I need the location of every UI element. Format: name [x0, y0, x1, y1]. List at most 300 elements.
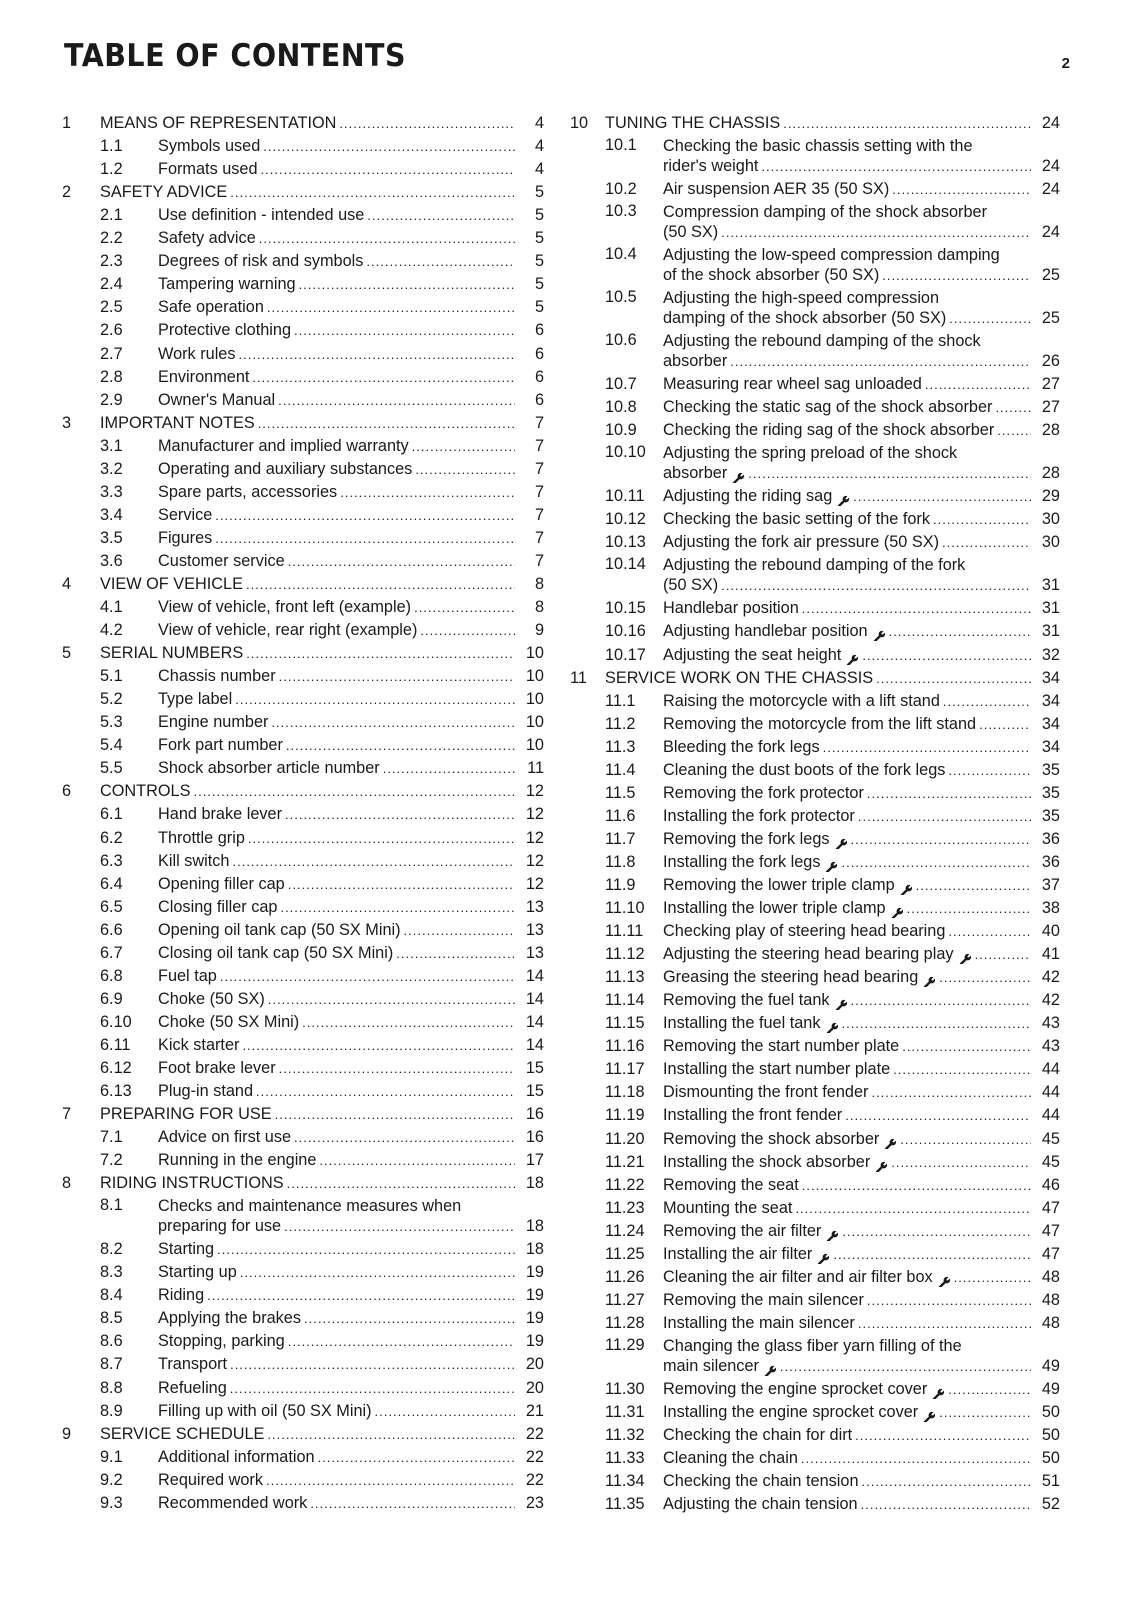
toc-section-row[interactable]	[570, 1333, 1060, 1376]
toc-entry-number: 11.23	[605, 1198, 645, 1217]
toc-section-row[interactable]	[58, 1124, 544, 1147]
dot-leader	[842, 1223, 1031, 1241]
toc-entry-title: Removing the fuel tank	[663, 991, 830, 1010]
toc-entry-page: 34	[1041, 737, 1060, 756]
toc-entry-number: 11.11	[605, 922, 644, 941]
toc-entry-title: Customer service	[158, 551, 285, 570]
toc-entry-number: 11.21	[605, 1152, 645, 1171]
toc-entry-number: 5.5	[100, 759, 123, 778]
toc-section-row[interactable]	[570, 1287, 1060, 1310]
dot-leader	[867, 785, 1031, 803]
dot-leader	[404, 922, 515, 940]
toc-entry-title: Checking the chain tension	[663, 1472, 859, 1491]
toc-entry-title-continued: absorber	[663, 464, 728, 483]
toc-section-row[interactable]	[58, 986, 544, 1009]
toc-section-row[interactable]	[570, 826, 1060, 849]
toc-section-row[interactable]	[570, 328, 1060, 371]
toc-section-row[interactable]	[570, 1102, 1060, 1125]
toc-section-row[interactable]	[570, 803, 1060, 826]
toc-entry-number: 7.2	[100, 1151, 123, 1170]
dot-leader	[948, 762, 1031, 780]
toc-section-row[interactable]	[58, 755, 544, 778]
toc-entry-page: 35	[1041, 806, 1060, 825]
toc-entry-title: Throttle grip	[158, 828, 245, 847]
toc-section-row[interactable]	[58, 1374, 544, 1397]
dot-leader	[979, 716, 1031, 734]
toc-chapter-row[interactable]	[570, 110, 1060, 133]
toc-entry-number: 8.1	[100, 1196, 123, 1215]
toc-entry-page: 8	[534, 598, 544, 617]
toc-chapter-row[interactable]	[58, 410, 544, 433]
toc-entry-page: 4	[534, 160, 544, 179]
toc-entry-title: Adjusting the low-speed compression damping	[663, 246, 1000, 265]
toc-chapter-row[interactable]	[58, 1101, 544, 1124]
toc-entry-page: 47	[1041, 1221, 1060, 1240]
toc-section-row[interactable]	[58, 1009, 544, 1032]
toc-entry-page: 24	[1041, 114, 1060, 133]
toc-section-row[interactable]	[58, 732, 544, 755]
toc-section-row[interactable]	[58, 940, 544, 963]
toc-entry-number: 5.4	[100, 736, 123, 755]
toc-section-row[interactable]	[570, 1033, 1060, 1056]
toc-section-row[interactable]	[58, 502, 544, 525]
dot-leader	[256, 1083, 515, 1101]
toc-entry-number: 10.3	[605, 202, 637, 221]
dot-leader	[232, 853, 515, 871]
toc-section-row[interactable]	[570, 199, 1060, 242]
toc-section-row[interactable]	[570, 1056, 1060, 1079]
toc-chapter-row[interactable]	[58, 1170, 544, 1193]
toc-section-row[interactable]	[58, 479, 544, 502]
toc-entry-title: Measuring rear wheel sag unloaded	[663, 375, 922, 394]
toc-section-row[interactable]	[570, 1172, 1060, 1195]
toc-entry-number: 10.6	[605, 331, 637, 350]
toc-section-row[interactable]	[570, 440, 1060, 483]
toc-chapter-row[interactable]	[58, 1421, 544, 1444]
toc-section-row[interactable]	[58, 456, 544, 479]
toc-entry-page: 9	[534, 621, 544, 640]
dot-leader	[823, 739, 1031, 757]
toc-section-row[interactable]	[570, 394, 1060, 417]
toc-section-row[interactable]	[570, 1491, 1060, 1514]
toc-section-row[interactable]	[58, 225, 544, 248]
toc-section-row[interactable]	[570, 242, 1060, 285]
toc-entry-number: 11.12	[605, 945, 645, 964]
toc-section-row[interactable]	[58, 525, 544, 548]
toc-section-row[interactable]	[570, 618, 1060, 641]
toc-entry-page: 44	[1041, 1060, 1060, 1079]
toc-entry-page: 34	[1041, 714, 1060, 733]
dot-leader	[892, 181, 1031, 199]
toc-entry-number: 8.3	[100, 1263, 123, 1282]
toc-section-row[interactable]	[570, 688, 1060, 711]
toc-entry-title: Fork part number	[158, 736, 283, 755]
toc-entry-number: 7.1	[100, 1128, 123, 1147]
toc-section-row[interactable]	[570, 285, 1060, 328]
toc-section-row[interactable]	[570, 1422, 1060, 1445]
toc-entry-title-continued: main silencer	[663, 1356, 759, 1375]
toc-entry-number: 10.9	[605, 421, 637, 440]
toc-entry-page: 5	[534, 229, 544, 248]
toc-section-row[interactable]	[58, 894, 544, 917]
page-title: TABLE OF CONTENTS	[64, 38, 406, 74]
toc-section-row[interactable]	[570, 872, 1060, 895]
toc-chapter-row[interactable]	[58, 640, 544, 663]
dot-leader	[259, 230, 515, 248]
toc-section-row[interactable]	[570, 941, 1060, 964]
toc-entry-number: 11.31	[605, 1402, 645, 1421]
toc-entry-title: Starting	[158, 1240, 215, 1259]
toc-entry-page: 10	[525, 690, 544, 709]
toc-entry-page: 13	[525, 897, 544, 916]
dot-leader	[862, 1473, 1031, 1491]
toc-entry-title-continued: (50 SX)	[663, 223, 719, 242]
toc-section-row[interactable]	[58, 364, 544, 387]
dot-leader	[294, 322, 515, 340]
toc-section-row[interactable]	[58, 202, 544, 225]
toc-entry-title: Mounting the seat	[663, 1198, 793, 1217]
toc-entry-number: 8.6	[100, 1332, 123, 1351]
toc-entry-page: 19	[525, 1332, 544, 1351]
toc-entry-page: 19	[525, 1309, 544, 1328]
toc-section-row[interactable]	[570, 595, 1060, 618]
dot-leader	[997, 422, 1031, 440]
toc-section-row[interactable]	[58, 294, 544, 317]
toc-entry-page: 18	[525, 1217, 544, 1236]
toc-section-row[interactable]	[58, 1444, 544, 1467]
toc-entry-title: Adjusting the spring preload of the shock	[663, 444, 958, 463]
toc-entry-title: Removing the start number plate	[663, 1037, 900, 1056]
toc-section-row[interactable]	[570, 1310, 1060, 1333]
toc-section-row[interactable]	[58, 317, 544, 340]
toc-entry-number: 11.24	[605, 1221, 645, 1240]
toc-entry-number: 10.11	[605, 487, 645, 506]
toc-entry-number: 11.29	[605, 1335, 645, 1354]
toc-entry-title: Checking play of steering head bearing	[663, 922, 946, 941]
toc-section-row[interactable]	[58, 1328, 544, 1351]
toc-section-row[interactable]	[58, 1467, 544, 1490]
toc-section-row[interactable]	[58, 1398, 544, 1421]
dot-leader	[939, 1404, 1031, 1422]
toc-section-row[interactable]	[570, 1264, 1060, 1287]
toc-section-row[interactable]	[570, 176, 1060, 199]
toc-entry-number: 5.3	[100, 713, 123, 732]
toc-entry-title: Adjusting the fork air pressure (50 SX)	[663, 533, 940, 552]
toc-section-row[interactable]	[570, 552, 1060, 595]
toc-entry-title: Opening filler cap	[158, 874, 285, 893]
toc-section-row[interactable]	[58, 1078, 544, 1101]
toc-section-row[interactable]	[570, 529, 1060, 552]
toc-section-row[interactable]	[58, 433, 544, 456]
toc-entry-number: 10.17	[605, 645, 646, 664]
toc-chapter-row[interactable]	[58, 778, 544, 801]
toc-entry-title: Raising the motorcycle with a lift stand	[663, 691, 940, 710]
dot-leader	[302, 1014, 515, 1032]
toc-section-row[interactable]	[570, 987, 1060, 1010]
toc-entry-number: 11.15	[605, 1014, 645, 1033]
toc-section-row[interactable]	[570, 1218, 1060, 1241]
toc-entry-title: Fuel tap	[158, 966, 217, 985]
toc-entry-page: 50	[1041, 1402, 1060, 1421]
toc-entry-number: 8.2	[100, 1240, 123, 1259]
toc-entry-number: 11.27	[605, 1290, 645, 1309]
toc-chapter-row[interactable]	[570, 665, 1060, 688]
toc-entry-title: Degrees of risk and symbols	[158, 252, 364, 271]
toc-entry-title: Checking the basic chassis setting with the	[663, 137, 973, 156]
toc-entry-title: Removing the seat	[663, 1175, 799, 1194]
toc-entry-number: 3.3	[100, 482, 123, 501]
dot-leader	[795, 1200, 1031, 1218]
toc-entry-page: 22	[525, 1424, 544, 1443]
toc-entry-number: 11.18	[605, 1083, 645, 1102]
dot-leader	[288, 553, 515, 571]
toc-entry-number: 6.10	[100, 1012, 132, 1031]
dot-leader	[252, 369, 515, 387]
toc-section-row[interactable]	[58, 871, 544, 894]
dot-leader	[802, 600, 1031, 618]
toc-section-row[interactable]	[570, 1079, 1060, 1102]
toc-entry-title: Spare parts, accessories	[158, 482, 338, 501]
toc-entry-title: Use definition - intended use	[158, 206, 365, 225]
toc-entry-title: View of vehicle, front left (example)	[158, 598, 412, 617]
toc-section-row[interactable]	[58, 1236, 544, 1259]
toc-entry-page: 36	[1041, 829, 1060, 848]
toc-section-row[interactable]	[570, 1468, 1060, 1491]
toc-entry-number: 11.1	[605, 691, 636, 710]
toc-section-row[interactable]	[570, 506, 1060, 529]
dot-leader	[933, 511, 1031, 529]
toc-entry-page: 43	[1041, 1014, 1060, 1033]
toc-section-row[interactable]	[58, 917, 544, 940]
dot-leader	[271, 714, 515, 732]
toc-section-row[interactable]	[58, 801, 544, 824]
toc-section-row[interactable]	[570, 849, 1060, 872]
toc-section-row[interactable]	[570, 417, 1060, 440]
toc-section-row[interactable]	[58, 1305, 544, 1328]
toc-entry-title: PREPARING FOR USE	[100, 1105, 272, 1124]
toc-entry-number: 2.7	[100, 344, 123, 363]
toc-entry-page: 22	[525, 1447, 544, 1466]
toc-section-row[interactable]	[570, 1010, 1060, 1033]
toc-section-row[interactable]	[58, 1259, 544, 1282]
toc-entry-title: Checks and maintenance measures when	[158, 1197, 462, 1216]
dot-leader	[902, 1038, 1031, 1056]
toc-entry-number: 5.2	[100, 690, 123, 709]
toc-section-row[interactable]	[570, 757, 1060, 780]
toc-entry-number: 6.2	[100, 828, 123, 847]
toc-section-row[interactable]	[570, 1125, 1060, 1148]
toc-section-row[interactable]	[58, 963, 544, 986]
dot-leader	[415, 461, 515, 479]
toc-entry-page: 12	[525, 782, 544, 801]
toc-section-row[interactable]	[58, 1490, 544, 1513]
toc-entry-page: 28	[1041, 421, 1060, 440]
toc-entry-page: 6	[534, 367, 544, 386]
toc-section-row[interactable]	[58, 1351, 544, 1374]
toc-section-row[interactable]	[58, 594, 544, 617]
toc-entry-number: 11.3	[605, 737, 636, 756]
toc-entry-title: Cleaning the air filter and air filter box	[663, 1267, 933, 1286]
toc-entry-number: 1.2	[100, 160, 123, 179]
toc-entry-number: 6.9	[100, 989, 123, 1008]
toc-entry-number: 6.13	[100, 1082, 132, 1101]
toc-section-row[interactable]	[58, 133, 544, 156]
toc-section-row[interactable]	[58, 1193, 544, 1236]
toc-entry-title: Checking the basic setting of the fork	[663, 510, 930, 529]
toc-entry-page: 48	[1041, 1313, 1060, 1332]
toc-section-row[interactable]	[570, 1149, 1060, 1172]
toc-entry-title: Refueling	[158, 1378, 227, 1397]
toc-entry-title: Checking the chain for dirt	[663, 1426, 853, 1445]
dot-leader	[230, 184, 515, 202]
toc-section-row[interactable]	[570, 1376, 1060, 1399]
dot-leader	[853, 488, 1031, 506]
toc-entry-number: 3	[62, 413, 72, 432]
toc-section-row[interactable]	[58, 617, 544, 640]
toc-entry-title: Owner's Manual	[158, 390, 276, 409]
toc-section-row[interactable]	[58, 848, 544, 871]
toc-section-row[interactable]	[570, 641, 1060, 664]
toc-entry-title: Installing the shock absorber	[663, 1152, 871, 1171]
dot-leader	[893, 1061, 1031, 1079]
toc-section-row[interactable]	[570, 371, 1060, 394]
toc-section-row[interactable]	[58, 271, 544, 294]
toc-section-row[interactable]	[58, 709, 544, 732]
wrench-icon	[875, 1159, 888, 1172]
toc-entry-page: 20	[525, 1378, 544, 1397]
toc-section-row[interactable]	[58, 248, 544, 271]
toc-entry-page: 14	[525, 1035, 544, 1054]
toc-entry-number: 5.1	[100, 667, 123, 686]
toc-entry-number: 2.6	[100, 321, 123, 340]
toc-entry-number: 6.1	[100, 805, 123, 824]
dot-leader	[802, 1177, 1031, 1195]
toc-chapter-row[interactable]	[58, 110, 544, 133]
toc-section-row[interactable]	[58, 1055, 544, 1078]
dot-leader	[248, 830, 515, 848]
toc-entry-number: 11.16	[605, 1037, 645, 1056]
toc-entry-title: Installing the air filter	[663, 1244, 813, 1263]
wrench-icon	[835, 997, 848, 1010]
toc-entry-page: 36	[1041, 852, 1060, 871]
toc-entry-number: 10	[570, 114, 589, 133]
toc-section-row[interactable]	[58, 824, 544, 847]
toc-section-row[interactable]	[58, 387, 544, 410]
toc-entry-title: Installing the main silencer	[663, 1313, 855, 1332]
toc-entry-page: 8	[534, 574, 544, 593]
toc-entry-number: 4.1	[100, 598, 123, 617]
toc-section-row[interactable]	[570, 483, 1060, 506]
dot-leader	[954, 1269, 1031, 1287]
toc-entry-number: 10.7	[605, 375, 637, 394]
wrench-icon	[932, 1386, 945, 1399]
dot-leader	[294, 1129, 515, 1147]
toc-entry-title: SERVICE WORK ON THE CHASSIS	[605, 668, 874, 687]
toc-section-row[interactable]	[570, 964, 1060, 987]
toc-entry-number: 3.1	[100, 436, 123, 455]
wrench-icon	[732, 470, 745, 483]
dot-leader	[841, 854, 1031, 872]
toc-entry-number: 11.19	[605, 1106, 645, 1125]
dot-leader	[284, 1218, 515, 1236]
toc-entry-page: 20	[525, 1355, 544, 1374]
dot-leader	[267, 299, 515, 317]
toc-entry-page: 18	[525, 1240, 544, 1259]
toc-entry-page: 25	[1041, 266, 1060, 285]
dot-leader	[995, 399, 1031, 417]
toc-section-row[interactable]	[58, 1147, 544, 1170]
toc-entry-title: Removing the air filter	[663, 1221, 822, 1240]
toc-entry-title: Changing the glass fiber yarn filling of the	[663, 1336, 962, 1355]
toc-entry-page: 13	[525, 920, 544, 939]
toc-entry-number: 9.3	[100, 1493, 123, 1512]
toc-entry-title: Work rules	[158, 344, 236, 363]
toc-entry-page: 10	[525, 644, 544, 663]
dot-leader	[383, 760, 515, 778]
toc-section-row[interactable]	[58, 686, 544, 709]
dot-leader	[288, 1333, 515, 1351]
toc-entry-title: SERVICE SCHEDULE	[100, 1424, 265, 1443]
toc-section-row[interactable]	[570, 895, 1060, 918]
toc-entry-title-continued: absorber	[663, 352, 728, 371]
toc-section-row[interactable]	[58, 663, 544, 686]
toc-entry-page: 31	[1041, 622, 1060, 641]
toc-entry-number: 11.8	[605, 852, 636, 871]
toc-entry-number: 11.32	[605, 1426, 645, 1445]
dot-leader	[288, 876, 515, 894]
toc-section-row[interactable]	[58, 1282, 544, 1305]
toc-section-row[interactable]	[570, 734, 1060, 757]
toc-entry-title: Adjusting the chain tension	[663, 1495, 858, 1514]
dot-leader	[721, 577, 1031, 595]
toc-entry-title: Bleeding the fork legs	[663, 737, 820, 756]
toc-entry-title: Adjusting handlebar position	[663, 622, 868, 641]
toc-section-row[interactable]	[570, 1195, 1060, 1218]
toc-chapter-row[interactable]	[58, 179, 544, 202]
toc-section-row[interactable]	[570, 1399, 1060, 1422]
toc-section-row[interactable]	[58, 340, 544, 363]
toc-section-row[interactable]	[570, 1241, 1060, 1264]
toc-section-row[interactable]	[570, 133, 1060, 176]
toc-chapter-row[interactable]	[58, 571, 544, 594]
toc-entry-page: 15	[525, 1082, 544, 1101]
dot-leader	[900, 1131, 1031, 1149]
dot-leader	[396, 945, 515, 963]
toc-section-row[interactable]	[58, 548, 544, 571]
toc-entry-number: 9	[62, 1424, 72, 1443]
dot-leader	[730, 353, 1031, 371]
toc-section-row[interactable]	[570, 711, 1060, 734]
dot-leader	[801, 1450, 1031, 1468]
dot-leader	[871, 1084, 1031, 1102]
toc-section-row[interactable]	[570, 780, 1060, 803]
toc-section-row[interactable]	[570, 1445, 1060, 1468]
toc-section-row[interactable]	[58, 1032, 544, 1055]
toc-section-row[interactable]	[58, 156, 544, 179]
toc-entry-number: 2.5	[100, 298, 123, 317]
toc-entry-number: 10.16	[605, 622, 646, 641]
toc-entry-title: Air suspension AER 35 (50 SX)	[663, 180, 890, 199]
dot-leader	[867, 1292, 1031, 1310]
dot-leader	[193, 783, 515, 801]
toc-entry-page: 46	[1041, 1175, 1060, 1194]
toc-entry-page: 42	[1041, 968, 1060, 987]
wrench-icon	[938, 1274, 951, 1287]
toc-section-row[interactable]	[570, 918, 1060, 941]
toc-entry-number: 10.12	[605, 510, 646, 529]
toc-entry-title: Opening oil tank cap (50 SX Mini)	[158, 920, 401, 939]
toc-entry-number: 6.12	[100, 1058, 132, 1077]
